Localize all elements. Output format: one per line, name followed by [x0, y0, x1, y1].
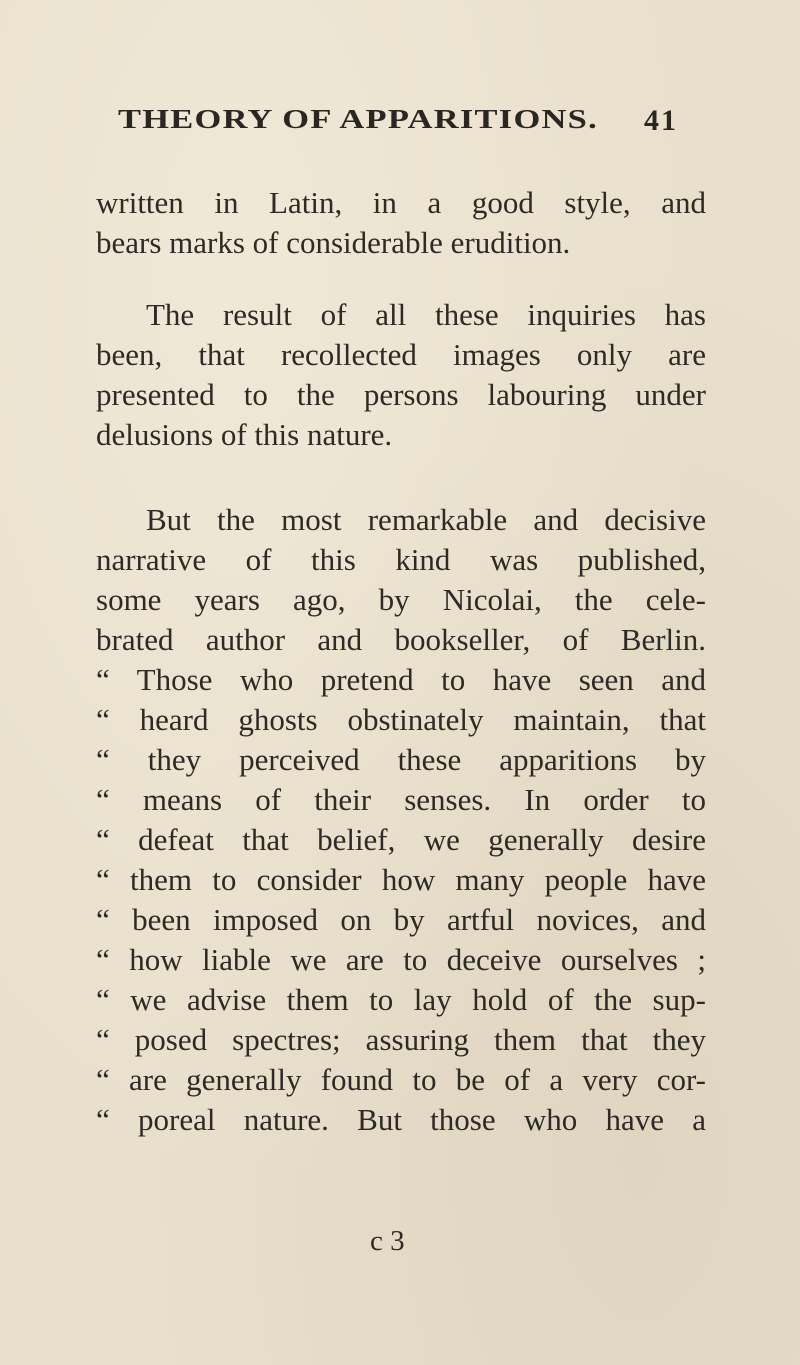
quoted-line: “ they perceived these apparitions by — [96, 742, 706, 777]
quoted-line: “ them to consider how many people have — [96, 862, 706, 897]
quoted-line: “ we advise them to lay hold of the sup- — [96, 982, 706, 1017]
text-line: delusions of this nature. — [96, 417, 393, 452]
quoted-line: “ how liable we are to deceive ourselves ; — [96, 942, 706, 977]
paragraph-start-line: But the most remarkable and decisive — [146, 502, 706, 537]
quoted-line: “ poreal nature. But those who have a — [96, 1102, 706, 1137]
text-line: been, that recollected images only are — [96, 337, 706, 372]
quoted-line: “ defeat that belief, we generally desire — [96, 822, 706, 857]
quoted-line: “ Those who pretend to have seen and — [96, 662, 706, 697]
quoted-line: “ means of their senses. In order to — [96, 782, 707, 817]
quoted-line: “ posed spectres; assuring them that they — [96, 1022, 707, 1057]
text-line: narrative of this kind was published, — [96, 542, 706, 577]
paragraph-start-line: The result of all these inquiries has — [146, 297, 706, 332]
text-line: written in Latin, in a good style, and — [96, 185, 707, 220]
text-line: some years ago, by Nicolai, the cele- — [96, 582, 706, 617]
quoted-line: “ heard ghosts obstinately maintain, that — [96, 702, 706, 737]
running-title: THEORY OF APPARITIONS. — [118, 104, 598, 134]
text-line: brated author and bookseller, of Berlin. — [96, 622, 707, 657]
page-header — [118, 104, 678, 144]
page-number: 41 — [644, 104, 678, 137]
text-line: bears marks of considerable erudition. — [96, 225, 571, 260]
signature-mark: c 3 — [370, 1225, 405, 1257]
text-line: presented to the persons labouring under — [96, 377, 706, 412]
quoted-line: “ been imposed on by artful novices, and — [96, 902, 706, 937]
quoted-line: “ are generally found to be of a very cor- — [96, 1062, 707, 1097]
